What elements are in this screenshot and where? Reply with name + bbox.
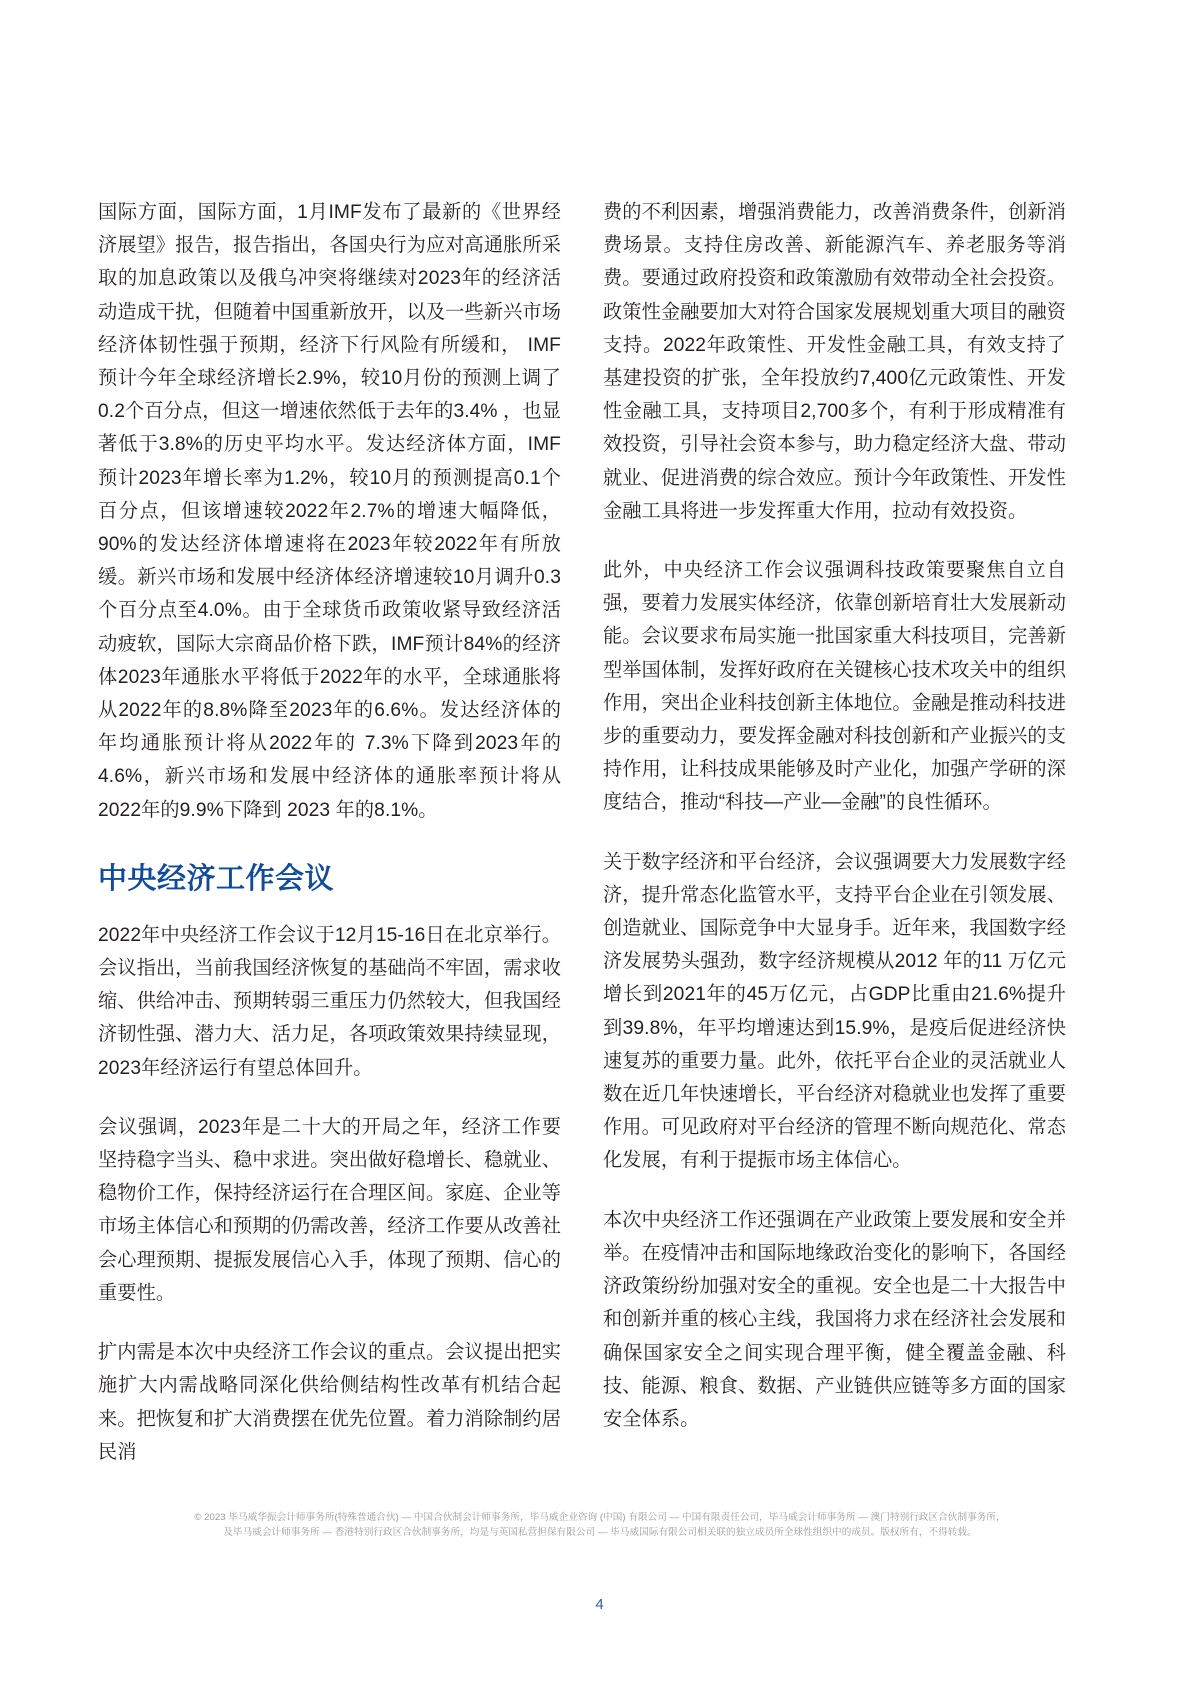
paragraph-cewc-1: 2022年中央经济工作会议于12月15-16日在北京举行。会议指出，当前我国经济恢复的基础尚不牢固，需求收缩、供给冲击、预期转弱三重压力仍然较大，但我国经济韧性强、潜力大、活力足，各项政策效果持续显现，2023年经济运行有望总体回升。 xyxy=(98,924,561,1079)
paragraph-technology-policy: 此外，中央经济工作会议强调科技政策要聚焦自立自强，要着力发展实体经济，依靠创新培育壮大发展新动能。会议要求布局实施一批国家重大科技项目，完善新型举国体制，发挥好政府在关键核心技术攻关中的组织作用，突出企业科技创新主体地位。金融是推动科技进步的重要动力，要发挥金融对科技创新和产业振兴的支持作用，让科技成果能够及时产业化，加强产学研的深度结合，推动“科技—产业—金融”的良性循环。 xyxy=(603,560,1066,814)
paragraph-consumption-investment: 费的不利因素，增强消费能力，改善消费条件，创新消费场景。支持住房改善、新能源汽车、养老服务等消费。要通过政府投资和政策激励有效带动全社会投资。政策性金融要加大对符合国家发展规划重大项目的融资支持。2022年政策性、开发性金融工具，有效支持了基建投资的扩张，全年投放约7,400亿元政策性、开发性金融工具，支持项目2,700多个，有利于形成精准有效投资，引导社会资本参与，助力稳定经济大盘、带动就业、促进消费的综合效应。预计今年政策性、开发性金融工具将进一步发挥重大作用，拉动有效投资。 xyxy=(603,202,1066,522)
section-heading-cewc: 中央经济工作会议 xyxy=(98,862,335,895)
footer-line-1: © 2023 毕马威华振会计师事务所(特殊普通合伙) — 中国合伙制会计师事务所，毕马威企业咨询 (中国) 有限公司 — 中国有限责任公司，毕马威会计师事务所 — 澳门特别行政区合伙制事务所， xyxy=(194,1512,1006,1523)
paragraph-cewc-2: 会议强调，2023年是二十大的开局之年，经济工作要坚持稳字当头、稳中求进。突出做好稳增长、稳就业、稳物价工作，保持经济运行在合理区间。家庭、企业等市场主体信心和预期的仍需改善，经济工作要从改善社会心理预期、提振发展信心入手，体现了预期、信心的重要性。 xyxy=(98,1116,561,1304)
paragraph-digital-economy: 关于数字经济和平台经济，会议强调要大力发展数字经济，提升常态化监管水平，支持平台企业在引领发展、创造就业、国际竞争中大显身手。近年来，我国数字经济发展势头强劲，数字经济规模从2012 年的11 万亿元增长到2021年的45万亿元，占GDP比重由21.6%提升到39.8%，年平均增速达到15.9%，是疫后促进经济快速复苏的重要力量。此外，依托平台企业的灵活就业人数在近几年快速增长，平台经济对稳就业也发挥了重要作用。可见政府对平台经济的管理不断向规范化、常态化发展，有利于提振市场主体信心。 xyxy=(603,851,1066,1172)
two-column-body xyxy=(98,196,1102,1469)
paragraph-industrial-security: 本次中央经济工作还强调在产业政策上要发展和安全并举。在疫情冲击和国际地缘政治变化的影响下，各国经济政策纷纷加强对安全的重视。安全也是二十大报告中和创新并重的核心主线，我国将力求在经济社会发展和确保国家安全之间实现合理平衡，健全覆盖金融、科技、能源、粮食、数据、产业链供应链等多方面的国家安全体系。 xyxy=(603,1209,1066,1430)
left-column xyxy=(98,196,561,1469)
footer-copyright xyxy=(98,1510,1102,1541)
page-number: 4 xyxy=(595,1596,604,1613)
footer-line-2: 及毕马威会计师事务所 — 香港特别行政区合伙制事务所，均是与英国私营担保有限公司 — 毕马威国际有限公司相关联的独立成员所全球性组织中的成员。版权所有，不得转载。 xyxy=(223,1527,977,1539)
right-column xyxy=(603,196,1066,1469)
paragraph-cewc-3: 扩内需是本次中央经济工作会议的重点。会议提出把实施扩大内需战略同深化供给侧结构性改革有机结合起来。把恢复和扩大消费摆在优先位置。着力消除制约居民消 xyxy=(98,1342,561,1463)
paragraph-intl-outlook: 国际方面，国际方面，1月IMF发布了最新的《世界经济展望》报告，报告指出，各国央行为应对高通胀所采取的加息政策以及俄乌冲突将继续对2023年的经济活动造成干扰，但随着中国重新放开，以及一些新兴市场经济体韧性强于预期，经济下行风险有所缓和， IMF预计今年全球经济增长2.9%，较10月份的预测上调了0.2个百分点，但这一增速依然低于去年的3.4% ，也显著低于3.8%的历史平均水平。发达经济体方面，IMF预计2023年增长率为1.2%，较10月的预测提高0.1个百分点，但该增速较2022年2.7%的增速大幅降低，90%的发达经济体增速将在2023年较2022年有所放缓。新兴市场和发展中经济体经济增速较10月调升0.3个百分点至4.0%。由于全球货币政策收紧导致经济活动疲软，国际大宗商品价格下跌，IMF预计84%的经济体2023年通胀水平将低于2022年的水平，全球通胀将从2022年的8.8%降至2023年的6.6%。发达经济体的年均通胀预计将从2022年的 7.3%下降到2023年的4.6%，新兴市场和发展中经济体的通胀率预计将从2022年的9.9%下降到 2023 年的8.1%。 xyxy=(98,202,561,821)
